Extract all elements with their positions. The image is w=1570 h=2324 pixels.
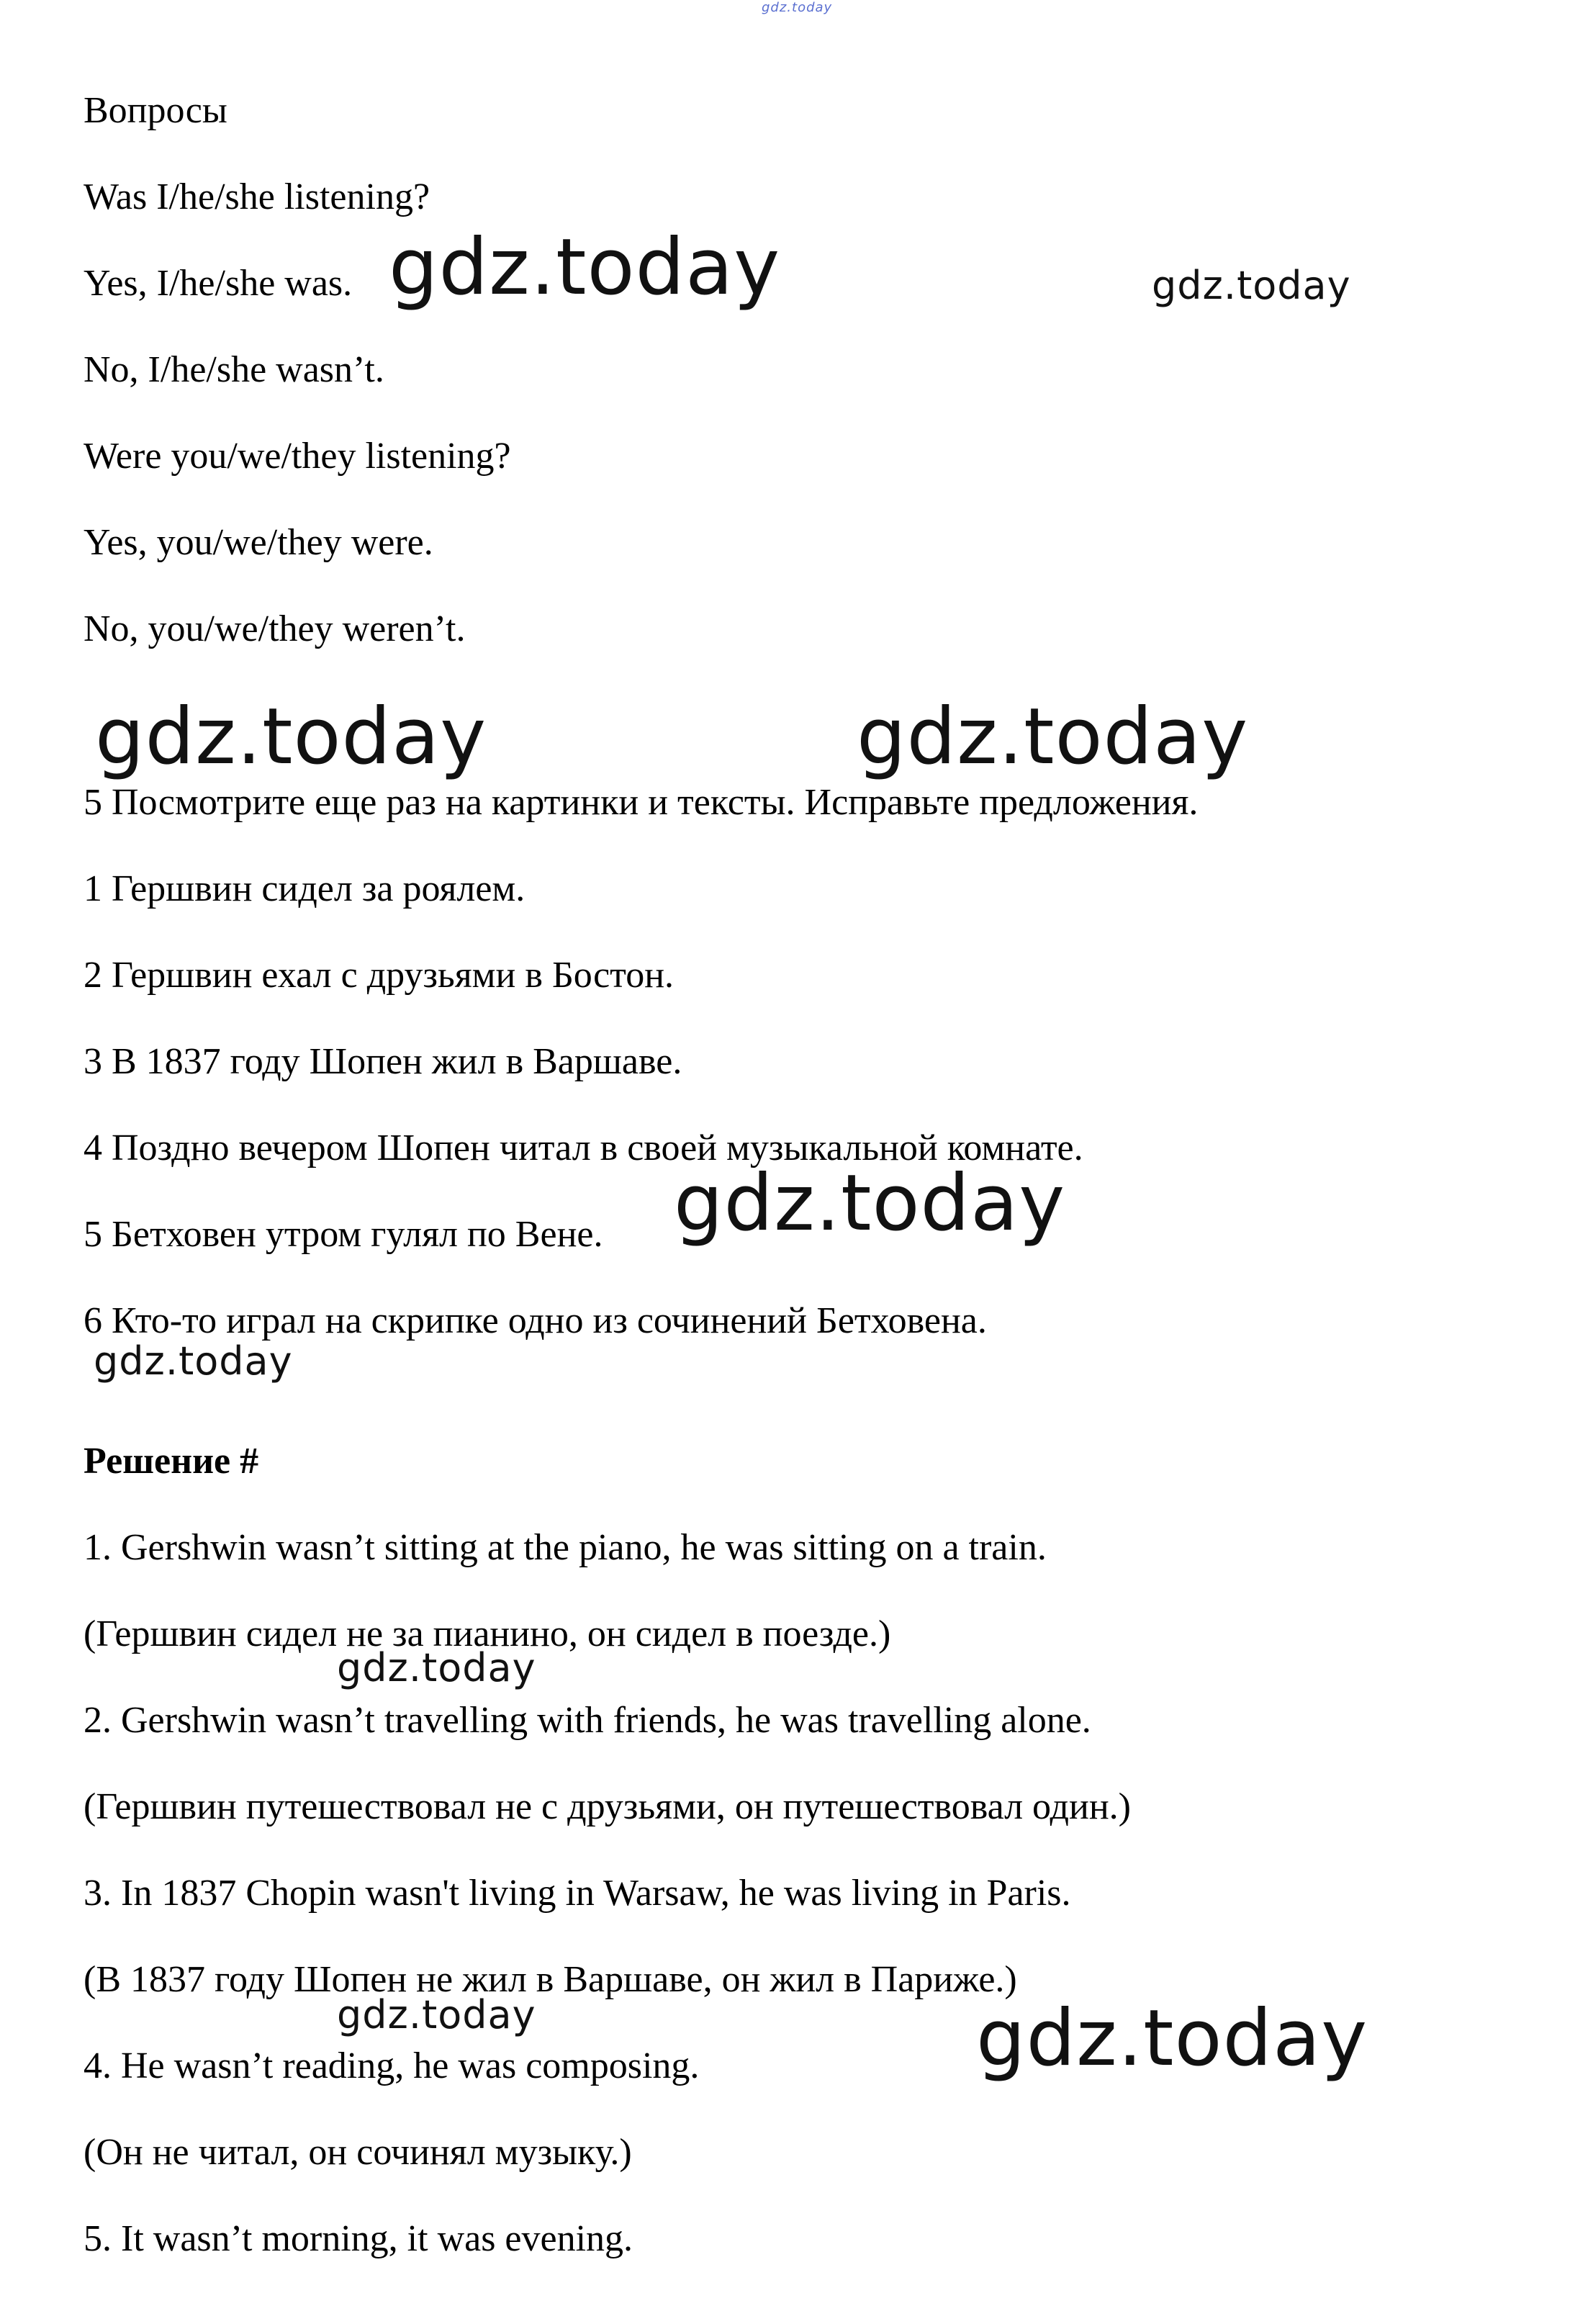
watermark: gdz.today [337, 1645, 536, 1690]
task-item: 2 Гершвин ехал с друзьями в Бостон. [84, 955, 675, 996]
task-item: 5 Бетховен утром гулял по Вене. [84, 1214, 603, 1255]
solution-line: 5. It wasn’t morning, it was evening. [84, 2218, 633, 2259]
question-line: Was I/he/she listening? [84, 176, 430, 217]
task-heading: 5 Посмотрите еще раз на картинки и тексты. Исправьте предложения. [84, 782, 1199, 823]
question-line: Were you/we/they listening? [84, 436, 511, 477]
solution-line: (Он не читал, он сочинял музыку.) [84, 2132, 632, 2173]
solution-line: (В 1837 году Шопен не жил в Варшаве, он жил в Париже.) [84, 1959, 1017, 2000]
header-watermark: gdz.today [762, 0, 833, 15]
solution-line: 3. In 1837 Chopin wasn't living in Warsaw, he was living in Paris. [84, 1873, 1071, 1914]
watermark: gdz.today [976, 1994, 1368, 2084]
question-line: Yes, I/he/she was. [84, 263, 353, 304]
question-line: Yes, you/we/they were. [84, 522, 433, 563]
watermark: gdz.today [337, 1992, 536, 2037]
watermark: gdz.today [94, 1338, 293, 1384]
watermark: gdz.today [389, 222, 781, 312]
watermark: gdz.today [674, 1158, 1066, 1248]
watermark: gdz.today [1152, 263, 1351, 308]
solution-line: (Гершвин сидел не за пианино, он сидел в поезде.) [84, 1613, 891, 1654]
solution-line: (Гершвин путешествовал не с друзьями, он путешествовал один.) [84, 1786, 1131, 1827]
question-line: No, you/we/they weren’t. [84, 608, 466, 649]
questions-title: Вопросы [84, 90, 227, 131]
solution-title: Решение # [84, 1441, 259, 1482]
watermark: gdz.today [857, 692, 1249, 782]
solution-line: 2. Gershwin wasn’t travelling with friends, he was travelling alone. [84, 1700, 1091, 1741]
task-item: 4 Поздно вечером Шопен читал в своей музыкальной комнате. [84, 1127, 1083, 1168]
task-item: 1 Гершвин сидел за роялем. [84, 868, 525, 909]
task-item: 3 В 1837 году Шопен жил в Варшаве. [84, 1041, 682, 1082]
solution-line: 4. He wasn’t reading, he was composing. [84, 2045, 700, 2086]
task-item: 6 Кто-то играл на скрипке одно из сочинений Бетховена. [84, 1300, 987, 1341]
solution-line: 1. Gershwin wasn’t sitting at the piano, he was sitting on a train. [84, 1527, 1047, 1568]
watermark: gdz.today [95, 692, 487, 782]
question-line: No, I/he/she wasn’t. [84, 349, 384, 390]
